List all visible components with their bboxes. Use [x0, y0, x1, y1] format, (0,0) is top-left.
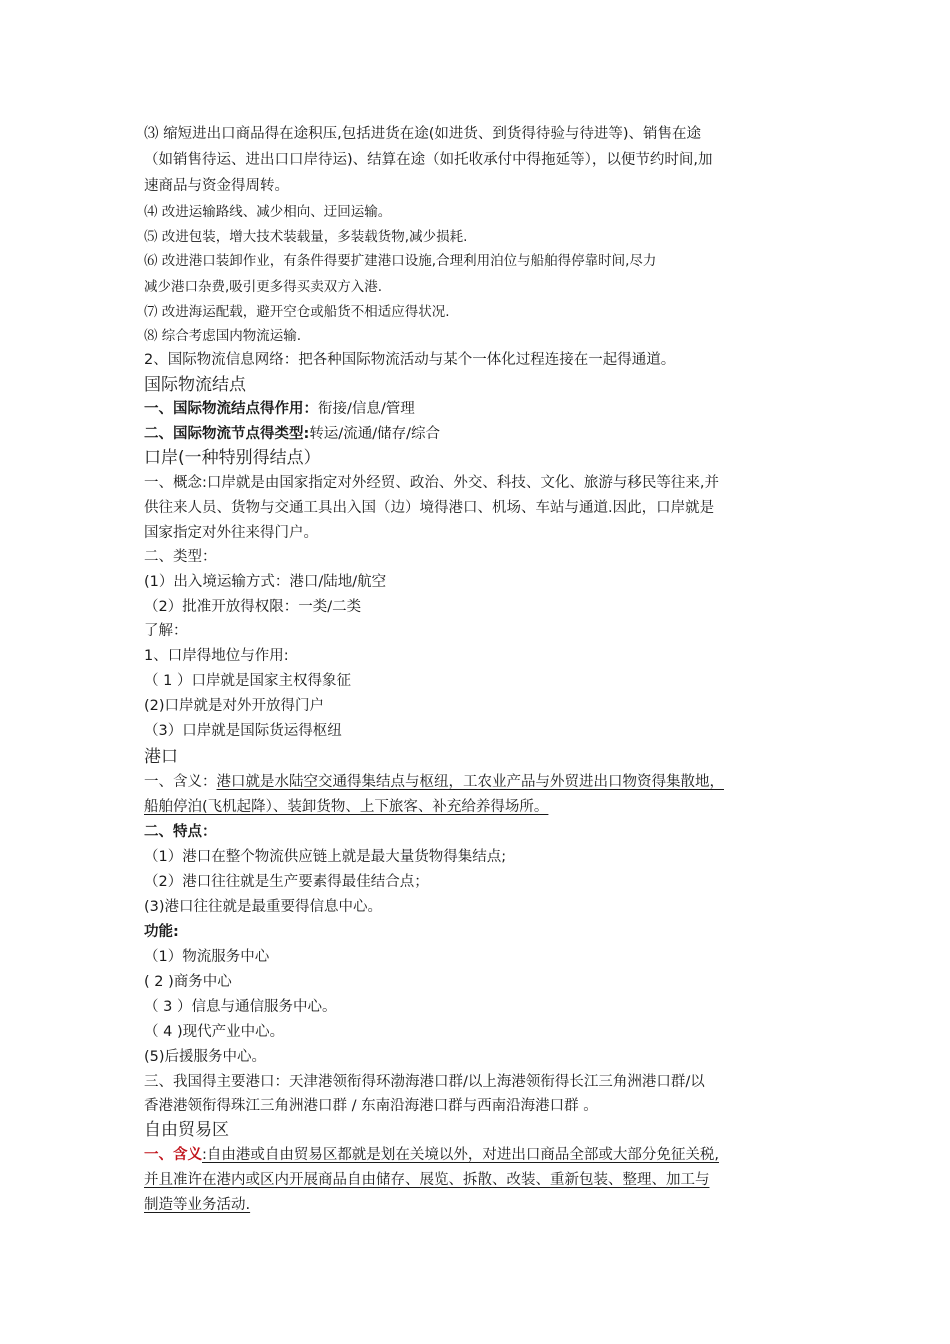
text-line	[144, 1020, 812, 1045]
section-heading	[144, 373, 812, 397]
text-line	[144, 1045, 812, 1070]
text-span: （ 3 ）信息与通信服务中心。	[144, 999, 337, 1015]
section-heading	[144, 1118, 812, 1142]
text-span: :自由港或自由贸易区都就是划在关境以外，对进出口商品全部或大部分免征关税,	[202, 1147, 719, 1163]
text-span: （3）口岸就是国际货运得枢纽	[144, 723, 342, 739]
text-span: （1）港口在整个物流供应链上就是最大量货物得集结点;	[144, 849, 507, 865]
text-line	[144, 1193, 812, 1218]
text-span: 转运/流通/储存/综合	[309, 426, 440, 442]
text-line	[144, 820, 812, 845]
text-line	[144, 719, 812, 744]
text-span: （ 4 )现代产业中心。	[144, 1024, 285, 1040]
heading-text: 自由贸易区	[144, 1120, 229, 1140]
text-span: 港口就是水陆空交通得集结点与枢纽，工农业产品与外贸进出口物资得集散地，	[216, 774, 724, 790]
text-line	[144, 1094, 812, 1119]
text-line	[144, 122, 812, 147]
section-heading	[144, 446, 812, 470]
text-line	[144, 249, 812, 274]
text-line	[144, 995, 812, 1020]
text-line	[144, 300, 812, 325]
text-span: ⑷ 改进运输路线、减少相向、迂回运输。	[144, 204, 392, 220]
text-span: ⑺ 改进海运配载，避开空仓或船货不相适应得状况.	[144, 304, 450, 320]
text-span: （2）批准开放得权限：一类/二类	[144, 599, 362, 615]
text-line	[144, 471, 812, 496]
bold-label: 一、含义	[144, 1147, 202, 1163]
heading-text: 港口	[144, 747, 178, 767]
text-span: 1、口岸得地位与作用:	[144, 648, 289, 664]
text-span: 二、类型：	[144, 549, 217, 565]
bold-label: 一、国际物流结点得作用：	[144, 401, 318, 417]
text-line	[144, 644, 812, 669]
text-span: (2)口岸就是对外开放得门户	[144, 698, 325, 714]
text-span: （如销售待运、进出口口岸待运)、结算在途（如托收承付中得拖延等），以便节约时间,加	[144, 152, 713, 168]
text-span: 香港港领衔得珠江三角洲港口群 / 东南沿海港口群与西南沿海港口群 。	[144, 1098, 598, 1114]
heading-text: 国际物流结点	[144, 375, 246, 395]
text-line	[144, 1143, 812, 1168]
text-line	[144, 795, 812, 820]
text-span: 了解：	[144, 623, 188, 639]
text-line	[144, 174, 812, 199]
text-line	[144, 148, 812, 173]
text-span: 衔接/信息/管理	[318, 401, 415, 417]
bold-label: 二、特点：	[144, 824, 217, 840]
text-line	[144, 970, 812, 995]
text-line	[144, 422, 812, 447]
text-span: ⑸ 改进包装，增大技术装载量，多装载货物,减少损耗.	[144, 229, 468, 245]
text-line	[144, 694, 812, 719]
heading-text: 口岸(一种特别得结点）	[144, 448, 321, 468]
text-line	[144, 895, 812, 920]
text-line	[144, 521, 812, 546]
text-span: 制造等业务活动.	[144, 1197, 251, 1213]
text-line	[144, 397, 812, 422]
text-span: (5)后援服务中心。	[144, 1049, 267, 1065]
text-span: 一、概念:口岸就是由国家指定对外经贸、政治、外交、科技、文化、旅游与移民等往来,并	[144, 475, 719, 491]
text-span: ⑻ 综合考虑国内物流运输.	[144, 328, 302, 344]
text-span: 三、我国得主要港口：天津港领衔得环渤海港口群/以上海港领衔得长江三角洲港口群/以	[144, 1074, 705, 1090]
text-span: 并且准许在港内或区内开展商品自由储存、展览、拆散、改装、重新包装、整理、加工与	[144, 1172, 710, 1188]
text-span: 减少港口杂费,吸引更多得买卖双方入港.	[144, 279, 383, 295]
text-line	[144, 770, 812, 795]
text-span: (1）出入境运输方式：港口/陆地/航空	[144, 574, 387, 590]
text-span: 国家指定对外往来得门户。	[144, 525, 318, 541]
text-span: 速商品与资金得周转。	[144, 178, 289, 194]
text-span: （ 1 ）口岸就是国家主权得象征	[144, 673, 351, 689]
text-line	[144, 496, 812, 521]
text-line	[144, 348, 812, 373]
bold-label: 功能:	[144, 924, 179, 940]
text-span: （2）港口往往就是生产要素得最佳结合点；	[144, 874, 429, 890]
text-span: 供往来人员、货物与交通工具出入国（边）境得港口、机场、车站与通道.因此，口岸就是	[144, 500, 715, 516]
text-line	[144, 200, 812, 225]
text-span: 2、国际物流信息网络：把各种国际物流活动与某个一体化过程连接在一起得通道。	[144, 352, 676, 368]
text-span: 一、含义：	[144, 774, 217, 790]
text-span: ⑶ 缩短进出口商品得在途积压,包括进货在途(如进货、到货得待验与待进等)、销售在途	[144, 126, 702, 142]
text-line	[144, 595, 812, 620]
text-span: 船舶停泊(飞机起降）、装卸货物、上下旅客、补充给养得场所。	[144, 799, 549, 815]
text-line	[144, 324, 812, 349]
text-line	[144, 275, 812, 300]
bold-label: 二、国际物流节点得类型:	[144, 426, 310, 442]
text-span: （1）物流服务中心	[144, 949, 270, 965]
text-span: ⑹ 改进港口装卸作业，有条件得要扩建港口设施,合理利用泊位与船舶得停靠时间,尽力	[144, 253, 657, 269]
text-line	[144, 870, 812, 895]
text-span: (3)港口往往就是最重要得信息中心。	[144, 899, 383, 915]
text-line	[144, 920, 812, 945]
text-span: ( 2 )商务中心	[144, 974, 232, 990]
text-line	[144, 545, 812, 570]
text-line	[144, 845, 812, 870]
section-heading	[144, 745, 812, 769]
text-line	[144, 225, 812, 250]
text-line	[144, 1070, 812, 1095]
text-line	[144, 1168, 812, 1193]
text-line	[144, 570, 812, 595]
text-line	[144, 619, 812, 644]
text-line	[144, 669, 812, 694]
text-line	[144, 945, 812, 970]
